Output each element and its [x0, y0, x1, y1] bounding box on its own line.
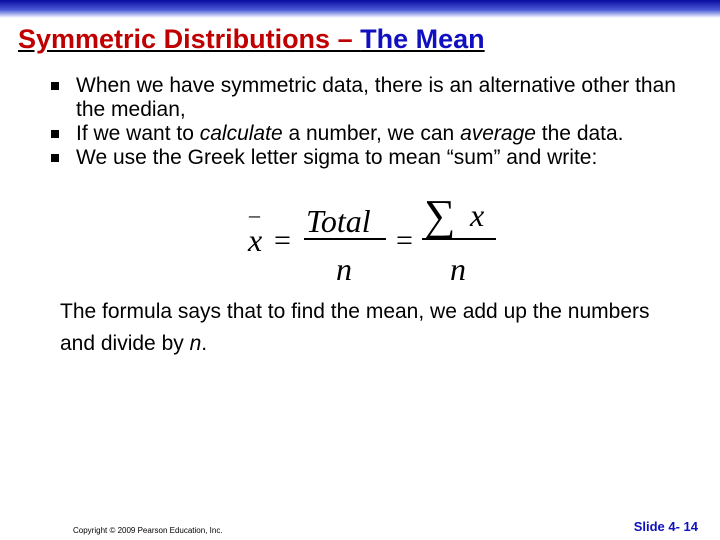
bullet-emphasis: calculate — [199, 122, 283, 145]
explanation-text: The formula says that to find the mean, we add up the numbers and divide by — [60, 300, 650, 355]
bullet-text: We use the Greek letter sigma to mean “sum” and write: — [76, 146, 598, 169]
bullet-emphasis: average — [460, 122, 536, 145]
copyright-notice: Copyright © 2009 Pearson Education, Inc. — [73, 526, 223, 535]
bullet-item — [50, 74, 710, 122]
bullet-item — [50, 146, 710, 170]
denominator-n: n — [450, 251, 466, 287]
bullet-square-icon — [51, 82, 59, 90]
mean-formula — [244, 188, 504, 288]
explanation-n: n — [189, 332, 202, 355]
explanation-period: . — [201, 332, 208, 355]
numerator-x: x — [470, 197, 485, 233]
xbar-bar: – — [249, 202, 260, 227]
bullet-text: the data. — [535, 122, 624, 145]
equals-sign: = — [396, 224, 413, 257]
xbar-symbol: x — [248, 222, 263, 258]
bullet-text: a number, we can — [282, 122, 461, 145]
bullet-text: When we have symmetric data, there is an alternative other than the median, — [76, 74, 676, 121]
bullet-list — [50, 74, 710, 170]
numerator-total: Total — [306, 203, 371, 239]
bullet-square-icon — [51, 154, 59, 162]
top-gradient-bar — [0, 0, 720, 18]
slide-title — [18, 24, 485, 55]
sigma-symbol: ∑ — [424, 191, 456, 240]
slide-number: Slide 4- 14 — [633, 519, 698, 534]
equals-sign: = — [274, 224, 291, 257]
bullet-text: If we want to — [76, 122, 200, 145]
title-part-blue: The Mean — [360, 24, 485, 54]
formula-explanation — [60, 296, 680, 360]
denominator-n: n — [336, 251, 352, 287]
bullet-square-icon — [51, 130, 59, 138]
title-part-red: Symmetric Distributions – — [18, 24, 361, 54]
bullet-item — [50, 122, 710, 146]
